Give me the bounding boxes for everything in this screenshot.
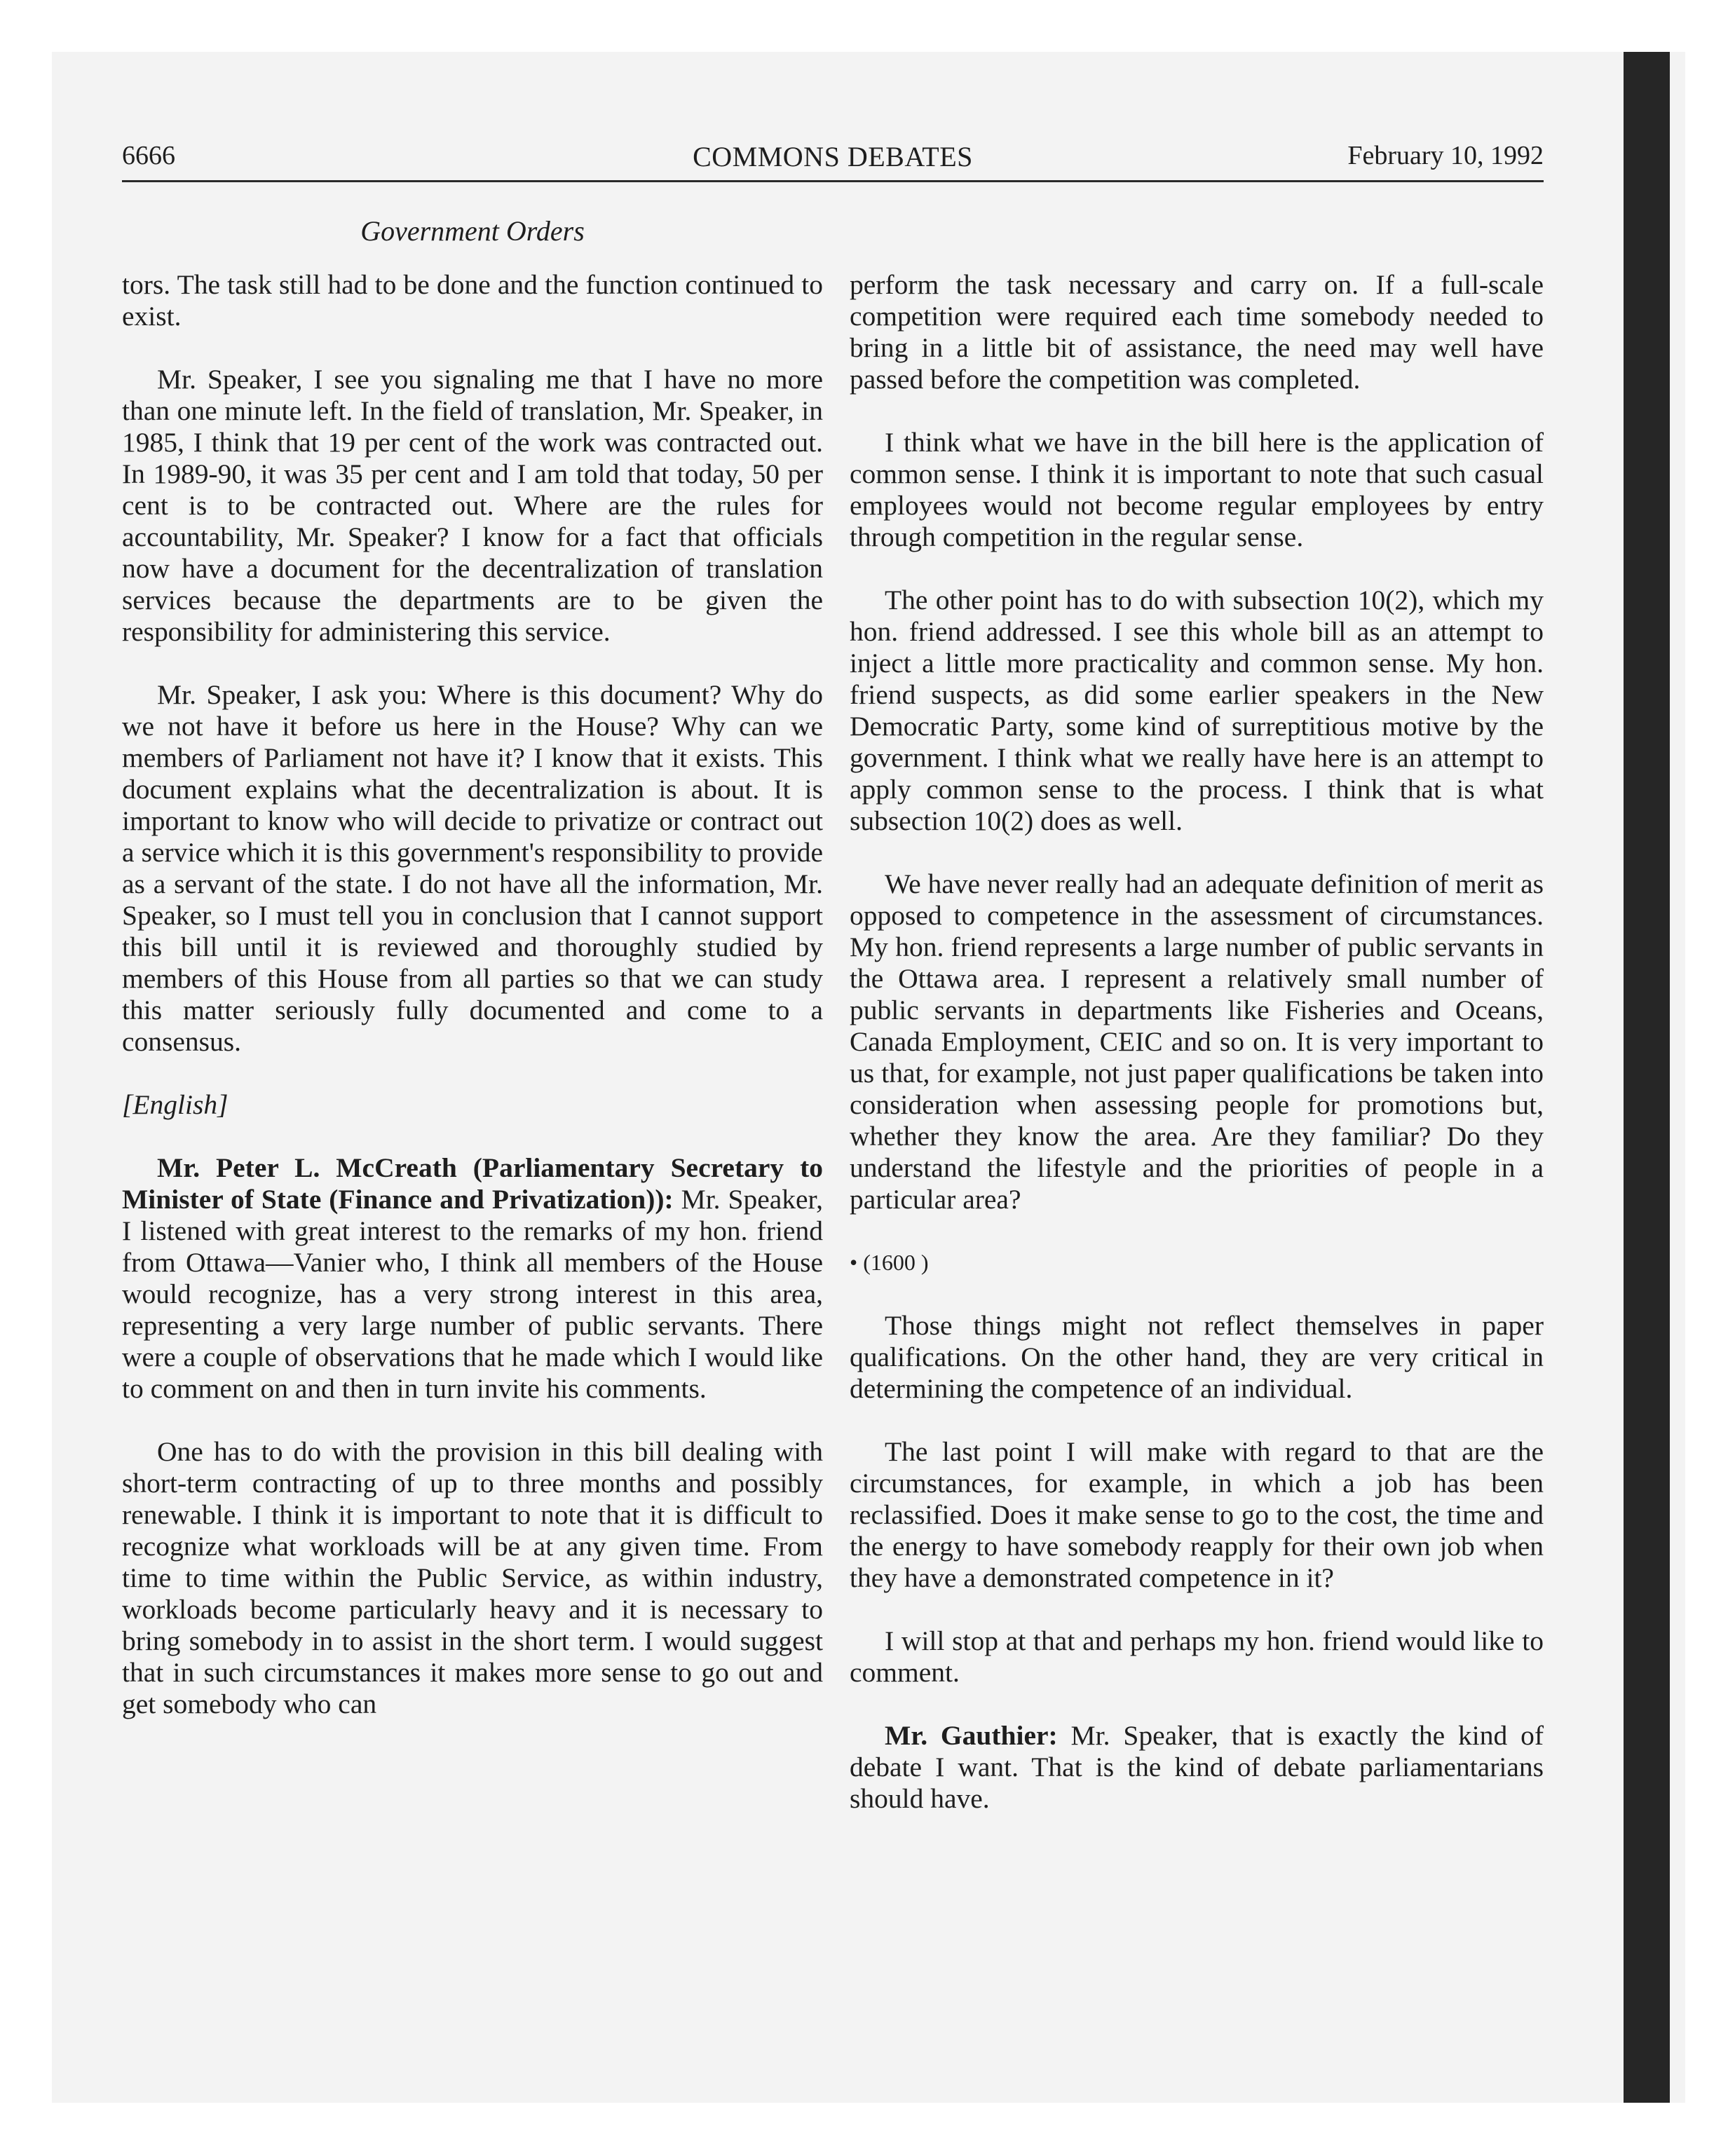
left-column bbox=[122, 269, 823, 1752]
paragraph: I think what we have in the bill here is the application of common sense. I think it is important to note that such casual employees would not become regular employees by entry through competition in the regular sense. bbox=[850, 427, 1544, 552]
paragraph: Mr. Speaker, I ask you: Where is this document? Why do we not have it before us here in the House? Why can we members of Parliament not have it? I know that it exists. This document explains what the decentralization is about. It is important to know who will decide to privatize or contract out a service which it is this government's responsibility to provide as a servant of the state. I do not have all the information, Mr. Speaker, so I must tell you in conclusion that I cannot support this bill until it is reviewed and thoroughly studied by members of this House from all parties so that we can study this matter seriously fully documented and come to a consensus. bbox=[122, 679, 823, 1057]
section-title: Government Orders bbox=[360, 215, 585, 247]
paragraph: The other point has to do with subsection 10(2), which my hon. friend addressed. I see this whole bill as an attempt to inject a little more practicality and common sense. My hon. friend suspects, as did some earlier speakers in the New Democratic Party, some kind of surreptitious motive by the government. I think what we really have here is an attempt to apply common sense to the process. I think that is what subsection 10(2) does as well. bbox=[850, 585, 1544, 836]
speech-text: Mr. Speaker, I listened with great interest to the remarks of my hon. friend from Ottawa—Vanier who, I think all members of the House would recognize, has a very strong interest in this area, representing a very large number of public servants. There were a couple of observations that he made which I would like to comment on and then in turn invite his comments. bbox=[122, 1184, 823, 1404]
publication-title: COMMONS DEBATES bbox=[693, 141, 973, 172]
page-binding-edge bbox=[1624, 52, 1670, 2103]
paragraph: I will stop at that and perhaps my hon. friend would like to comment. bbox=[850, 1625, 1544, 1688]
header-rule bbox=[122, 180, 1544, 182]
speech-text: Mr. Speaker, that is exactly the kind of debate I want. That is the kind of debate parliamentarians should have. bbox=[850, 1720, 1544, 1814]
paragraph: Mr. Speaker, I see you signaling me that I have no more than one minute left. In the field of translation, Mr. Speaker, in 1985, I think that 19 per cent of the work was contracted out. In 1989-90, it was 35 per cent and I am told that today, 50 per cent is to be contracted out. Where are the rules for accountability, Mr. Speaker? I know for a fact that officials now have a document for the decentralization of translation services because the departments are to be given the responsibility for administering this service. bbox=[122, 364, 823, 647]
right-column bbox=[850, 269, 1544, 1846]
paragraph: The last point I will make with regard to that are the circumstances, for example, in which a job has been reclassified. Does it make sense to go to the cost, the time and the energy to have somebody reapply for their own job when they have a demonstrated competence in it? bbox=[850, 1436, 1544, 1593]
speaker-name: Mr. Gauthier: bbox=[885, 1720, 1058, 1751]
page-number: 6666 bbox=[122, 141, 175, 170]
paragraph: One has to do with the provision in this bill dealing with short-term contracting of up to three months and possibly renewable. I think it is important to note that it is difficult to recognize what workloads will be at any given time. From time to time within the Public Service, as within industry, workloads become particularly heavy and it is necessary to bring somebody in to assist in the short term. I would suggest that in such circumstances it makes more sense to go out and get somebody who can bbox=[122, 1436, 823, 1719]
page-header bbox=[122, 140, 1544, 182]
language-tag: [English] bbox=[122, 1089, 229, 1120]
paragraph: Those things might not reflect themselves in paper qualifications. On the other hand, they are very critical in determining the competence of an individual. bbox=[850, 1310, 1544, 1404]
speech-paragraph bbox=[122, 1152, 823, 1405]
paragraph: We have never really had an adequate definition of merit as opposed to competence in the assessment of circumstances. My hon. friend represents a large number of public servants in the Ottawa area. I represent a relatively small number of public servants in departments like Fisheries and Oceans, Canada Employment, CEIC and so on. It is very important to us that, for example, not just paper qualifications be taken into consideration when assessing people for promotions but, whether they know the area. Are they familiar? Do they understand the lifestyle and the priorities of people in a particular area? bbox=[850, 868, 1544, 1215]
page-date: February 10, 1992 bbox=[1347, 141, 1544, 170]
speech-paragraph bbox=[850, 1720, 1544, 1815]
paragraph: perform the task necessary and carry on. If a full-scale competition were required each time somebody needed to bring in a little bit of assistance, the need may well have passed before the competition was completed. bbox=[850, 269, 1544, 395]
time-marker: • (1600 ) bbox=[850, 1250, 929, 1275]
speaker-name: Mr. Peter L. McCreath (Parliamentary Secretary to Minister of State (Finance and Privatization)): bbox=[122, 1152, 823, 1215]
paragraph: tors. The task still had to be done and the function continued to exist. bbox=[122, 269, 823, 332]
